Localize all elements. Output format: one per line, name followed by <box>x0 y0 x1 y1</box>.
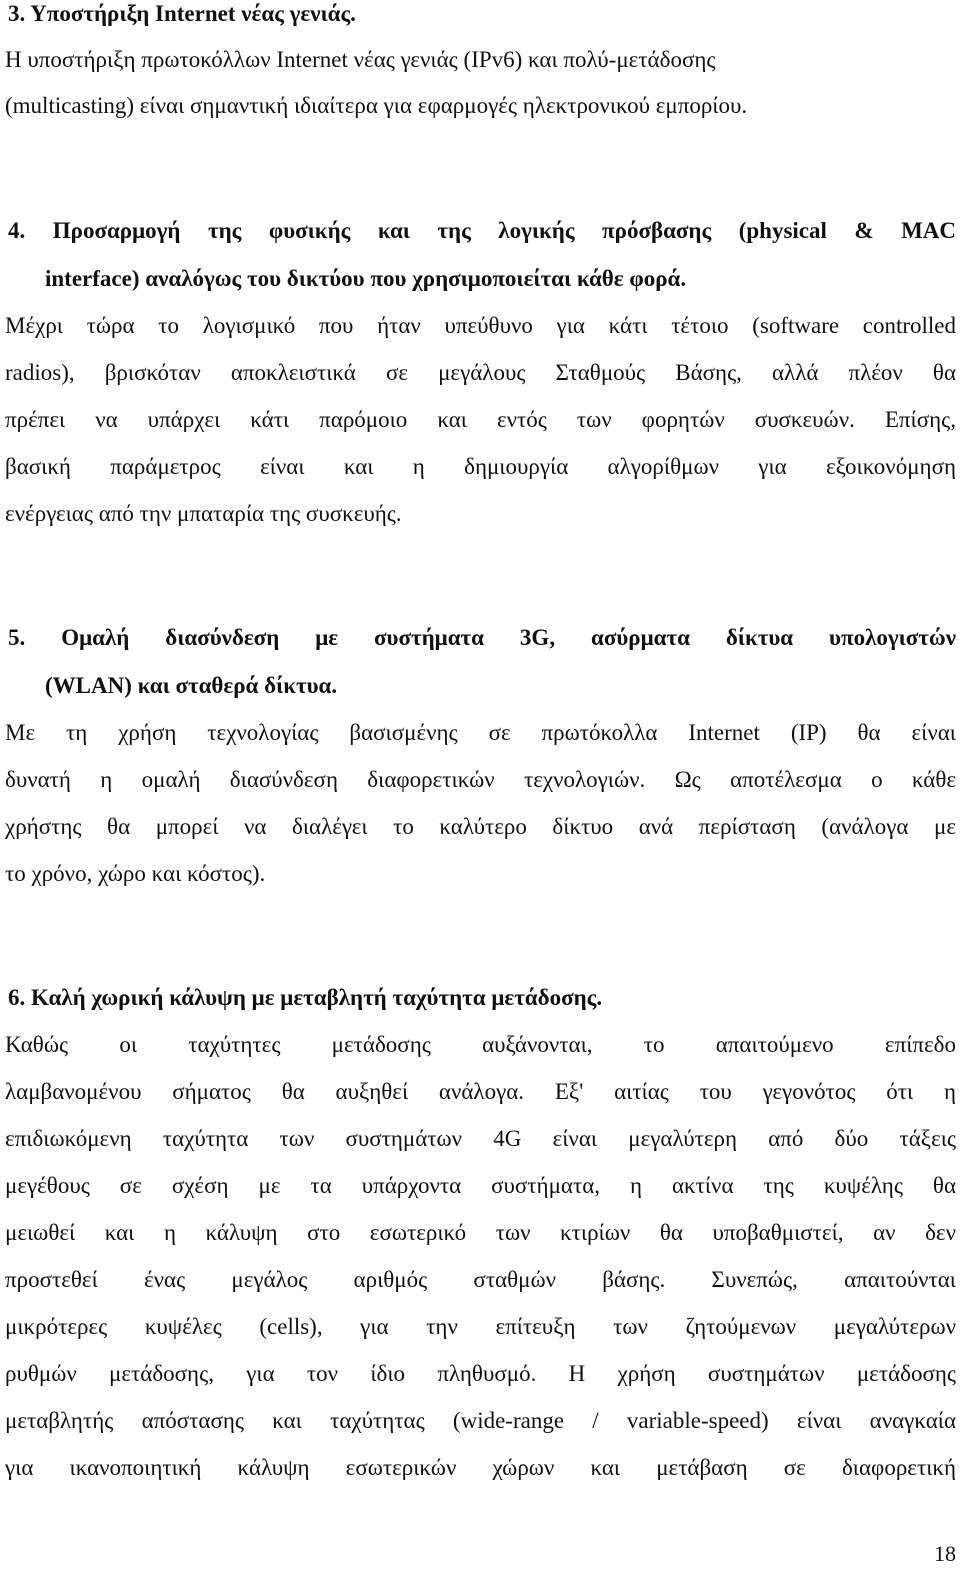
section-6-text-line: μειωθεί και η κάλυψη στο εσωτερικό των κτιρίων θα υποβαθμιστεί, αν δεν <box>5 1220 956 1245</box>
section-3-text-line: (multicasting) είναι σημαντική ιδιαίτερα για εφαρμογές ηλεκτρονικού εμπορίου. <box>5 93 748 118</box>
section-6-text-line: προστεθεί ένας μεγάλος αριθμός σταθμών βάσης. Συνεπώς, απαιτούνται <box>5 1267 956 1292</box>
section-6-text-line: μικρότερες κυψέλες (cells), για την επίτευξη των ζητούμενων μεγαλύτερων <box>5 1314 956 1339</box>
section-6-text-line: για ικανοποιητική κάλυψη εσωτερικών χώρων και μετάβαση σε διαφορετική <box>5 1455 956 1480</box>
section-4-text-line: βασική παράμετρος είναι και η δημιουργία αλγορίθμων για εξοικονόμηση <box>5 454 956 479</box>
section-4-heading-cont: interface) αναλόγως του δικτύου που χρησιμοποιείται κάθε φορά. <box>45 266 687 291</box>
section-6-text-line: μεταβλητής απόστασης και ταχύτητας (wide-range / variable-speed) είναι αναγκαία <box>5 1408 956 1433</box>
section-4-heading: 4. Προσαρμογή της φυσικής και της λογικής πρόσβασης (physical & MAC <box>8 218 956 243</box>
section-6-text-line: λαμβανομένου σήματος θα αυξηθεί ανάλογα. Εξ' αιτίας του γεγονότος ότι η <box>5 1079 956 1104</box>
section-4-text-line: ενέργειας από την μπαταρία της συσκευής. <box>5 501 402 526</box>
page-number: 18 <box>934 1541 956 1566</box>
section-5-heading: 5. Ομαλή διασύνδεση με συστήματα 3G, ασύρματα δίκτυα υπολογιστών <box>8 625 956 650</box>
section-4-text-line: Μέχρι τώρα το λογισμικό που ήταν υπεύθυνο για κάτι τέτοιο (software controlled <box>5 313 956 338</box>
section-6-text-line: ρυθμών μετάδοσης, για τον ίδιο πληθυσμό. Η χρήση συστημάτων μετάδοσης <box>5 1361 956 1386</box>
section-5-text-line: το χρόνο, χώρο και κόστος). <box>5 861 266 886</box>
section-6-text-line: Καθώς οι ταχύτητες μετάδοσης αυξάνονται, το απαιτούμενο επίπεδο <box>5 1032 956 1057</box>
section-5-heading-cont: (WLAN) και σταθερά δίκτυα. <box>45 673 338 698</box>
section-3-text-line: Η υποστήριξη πρωτοκόλλων Internet νέας γενιάς (IPv6) και πολύ-μετάδοσης <box>5 47 716 72</box>
section-4-text-line: radios), βρισκόταν αποκλειστικά σε μεγάλους Σταθμούς Βάσης, αλλά πλέον θα <box>5 360 956 385</box>
section-4-text-line: πρέπει να υπάρχει κάτι παρόμοιο και εντός των φορητών συσκευών. Επίσης, <box>5 407 956 432</box>
section-3-heading: 3. Υποστήριξη Internet νέας γενιάς. <box>8 1 356 26</box>
section-6-text-line: επιδιωκόμενη ταχύτητα των συστημάτων 4G είναι μεγαλύτερη από δύο τάξεις <box>5 1126 956 1151</box>
section-5-text-line: Με τη χρήση τεχνολογίας βασισμένης σε πρωτόκολλα Internet (IP) θα είναι <box>5 720 956 745</box>
section-6-heading: 6. Καλή χωρική κάλυψη με μεταβλητή ταχύτητα μετάδοσης. <box>8 985 603 1010</box>
section-6-text-line: μεγέθους σε σχέση με τα υπάρχοντα συστήματα, η ακτίνα της κυψέλης θα <box>5 1173 956 1198</box>
section-5-text-line: χρήστης θα μπορεί να διαλέγει το καλύτερο δίκτυο ανά περίσταση (ανάλογα με <box>5 814 956 839</box>
section-5-text-line: δυνατή η ομαλή διασύνδεση διαφορετικών τεχνολογιών. Ως αποτέλεσμα ο κάθε <box>5 767 956 792</box>
